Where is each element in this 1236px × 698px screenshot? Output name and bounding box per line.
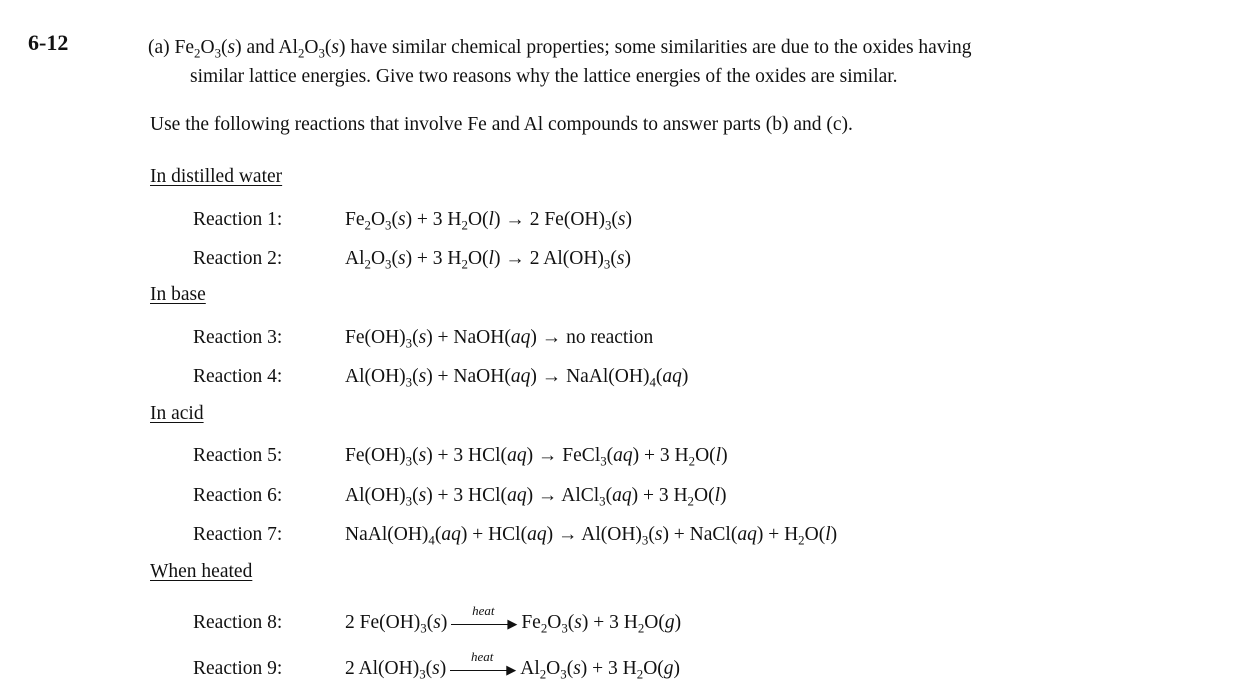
reaction-9-equation: 2 $Al(OH)_3(s)$ heat ▶ $Al_2O_3(s) + 3$ $H_2O(g)$ bbox=[345, 648, 681, 682]
reaction-7-equation: $NaAl(OH)_4(aq) + HCl(aq) \to Al(OH)_3(s)$ + NaCl(aq) + $H_2O(l)$ bbox=[345, 524, 838, 548]
reaction-4-equation: $Al(OH)_3(s)$ + NaOH(aq) → $NaAl(OH)_4(aq)$ bbox=[345, 366, 689, 390]
section-heading-base: In base bbox=[150, 284, 206, 305]
section-heading-acid: In acid bbox=[150, 403, 204, 424]
problem-number: 6-12 bbox=[28, 30, 69, 55]
reaction-5-equation: $Fe(OH)_3(s) + 3$ HCl(aq) → FeCl$_3$(aq) + 3 $H_2O(l)$ bbox=[345, 445, 728, 469]
part-a-line-2: similar lattice energies. Give two reasons why the lattice energies of the oxides are similar. bbox=[190, 66, 898, 87]
reaction-3-equation: $Fe(OH)_3(s)$ + NaOH(aq) → no reaction bbox=[345, 327, 654, 351]
part-a-label: (a) bbox=[148, 37, 170, 58]
reaction-3-label: Reaction 3: bbox=[193, 327, 283, 348]
section-heading-distilled-water: In distilled water bbox=[150, 166, 283, 187]
reaction-9-label: Reaction 9: bbox=[193, 658, 283, 679]
heat-label: heat bbox=[472, 602, 495, 618]
reaction-8-equation: 2 $Fe(OH)_3(s)$ heat ▶ $Fe_2O_3(s) + 3$ $H_2O(g)$ bbox=[345, 602, 682, 636]
reaction-2-label: Reaction 2: bbox=[193, 248, 283, 269]
part-a-line-1: (a) $Fe_2O_3(s)$ and $Al_2O_3(s)$ have similar chemical properties; some similarities are due to the oxides having bbox=[148, 37, 972, 61]
heat-arrow-icon: heat ▶ bbox=[451, 616, 515, 632]
reaction-8-label: Reaction 8: bbox=[193, 612, 283, 633]
heat-arrow-icon: heat ▶ bbox=[450, 662, 514, 678]
reaction-1-label: Reaction 1: bbox=[193, 209, 283, 230]
reaction-6-label: Reaction 6: bbox=[193, 485, 283, 506]
reaction-6-equation: $Al(OH)_3(s) + 3$ HCl(aq) → AlCl$_3$(aq) + 3 $H_2O(l)$ bbox=[345, 485, 727, 509]
part-a-question bbox=[148, 33, 971, 91]
heat-label: heat bbox=[471, 648, 494, 664]
instructions-text: Use the following reactions that involve Fe and Al compounds to answer parts (b) and (c). bbox=[150, 114, 853, 135]
reaction-4-label: Reaction 4: bbox=[193, 366, 283, 387]
reaction-3-product: no reaction bbox=[566, 327, 654, 348]
reaction-5-label: Reaction 5: bbox=[193, 445, 283, 466]
reaction-1-equation: $Fe_2O_3(s) + 3$ $H_2O(l) \to 2$ $Fe(OH)_3(s)$ bbox=[345, 209, 633, 233]
section-heading-heated: When heated bbox=[150, 561, 253, 582]
reaction-2-equation: $Al_2O_3(s) + 3$ $H_2O(l) \to 2$ $Al(OH)_3(s)$ bbox=[345, 248, 631, 272]
reaction-7-label: Reaction 7: bbox=[193, 524, 283, 545]
